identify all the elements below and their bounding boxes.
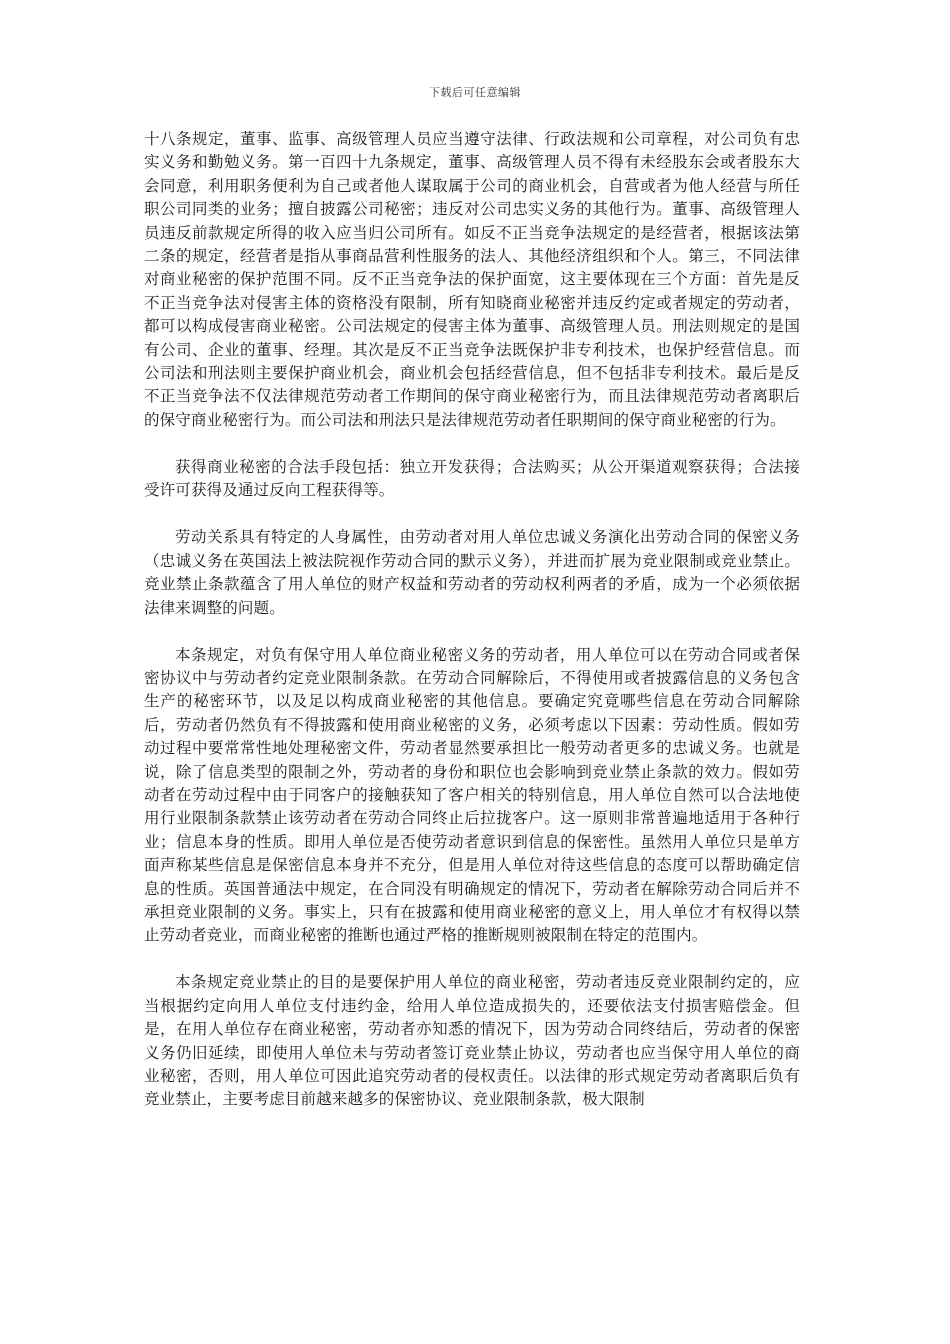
paragraph-3: 劳动关系具有特定的人身属性，由劳动者对用人单位忠诚义务演化出劳动合同的保密义务（忠诚义务在英国法上被法院视作劳动合同的默示义务），并进而扩展为竞业限制或竞业禁止。竞业禁止条款蕴含了用人单位的财产权益和劳动者的劳动权利两者的矛盾，成为一个必须依据法律来调整的问题。 bbox=[144, 528, 800, 617]
document-body bbox=[144, 128, 800, 1135]
paragraph-4: 本条规定，对负有保守用人单位商业秘密义务的劳动者，用人单位可以在劳动合同或者保密协议中与劳动者约定竞业限制条款。在劳动合同解除后，不得使用或者披露信息的义务包含生产的秘密环节，以及足以构成商业秘密的其他信息。要确定究竟哪些信息在劳动合同解除后，劳动者仍然负有不得披露和使用商业秘密的义务，必须考虑以下因素：劳动性质。假如劳动过程中要常常性地处理秘密文件，劳动者显然要承担比一般劳动者更多的忠诚义务。也就是说，除了信息类型的限制之外，劳动者的身份和职位也会影响到竞业禁止条款的效力。假如劳动者在劳动过程中由于同客户的接触获知了客户相关的特别信息，用人单位自然可以合法地使用行业限制条款禁止该劳动者在劳动合同终止后拉拢客户。这一原则非常普遍地适用于各种行业；信息本身的性质。即用人单位是否使劳动者意识到信息的保密性。虽然用人单位只是单方面声称某些信息是保密信息本身并不充分，但是用人单位对待这些信息的态度可以帮助确定信息的性质。英国普通法中规定，在合同没有明确规定的情况下，劳动者在解除劳动合同后并不承担竞业限制的义务。事实上，只有在披露和使用商业秘密的意义上，用人单位才有权得以禁止劳动者竞业，而商业秘密的推断也通过严格的推断规则被限制在特定的范围内。 bbox=[144, 645, 800, 945]
paragraph-1: 十八条规定，董事、监事、高级管理人员应当遵守法律、行政法规和公司章程，对公司负有忠实义务和勤勉义务。第一百四十九条规定，董事、高级管理人员不得有未经股东会或者股东大会同意，利用职务便利为自己或者他人谋取属于公司的商业机会，自营或者为他人经营与所任职公司同类的业务；擅自披露公司秘密；违反对公司忠实义务的其他行为。董事、高级管理人员违反前款规定所得的收入应当归公司所有。如反不正当竞争法规定的是经营者，根据该法第二条的规定，经营者是指从事商品营利性服务的法人、其他经济组织和个人。第三，不同法律对商业秘密的保护范围不同。反不正当竞争法的保护面宽，这主要体现在三个方面：首先是反不正当竞争法对侵害主体的资格没有限制，所有知晓商业秘密并违反约定或者规定的劳动者，都可以构成侵害商业秘密。公司法规定的侵害主体为董事、高级管理人员。刑法则规定的是国有公司、企业的董事、经理。其次是反不正当竞争法既保护非专利技术，也保护经营信息。而公司法和刑法则主要保护商业机会，商业机会包括经营信息，但不包括非专利技术。最后是反不正当竞争法不仅法律规范劳动者工作期间的保守商业秘密行为，而且法律规范劳动者离职后的保守商业秘密行为。而公司法和刑法只是法律规范劳动者任职期间的保守商业秘密的行为。 bbox=[144, 130, 800, 429]
paragraph-5: 本条规定竞业禁止的目的是要保护用人单位的商业秘密，劳动者违反竞业限制约定的，应当根据约定向用人单位支付违约金，给用人单位造成损失的，还要依法支付损害赔偿金。但是，在用人单位存在商业秘密，劳动者亦知悉的情况下，因为劳动合同终结后，劳动者的保密义务仍旧延续，即使用人单位未与劳动者签订竞业禁止协议，劳动者也应当保守用人单位的商业秘密，否则，用人单位可因此追究劳动者的侵权责任。以法律的形式规定劳动者离职后负有竞业禁止，主要考虑目前越来越多的保密协议、竞业限制条款，极大限制 bbox=[144, 973, 800, 1109]
page-header: 下载后可任意编辑 bbox=[429, 86, 521, 99]
paragraph-2: 获得商业秘密的合法手段包括：独立开发获得；合法购买；从公开渠道观察获得；合法接受许可获得及通过反向工程获得等。 bbox=[144, 457, 800, 500]
